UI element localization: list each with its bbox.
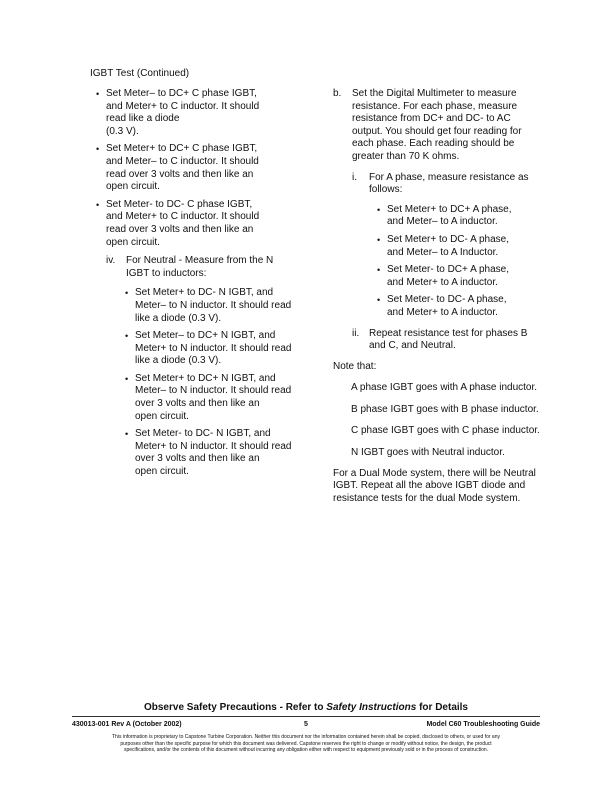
text-line: over 3 volts and then like an xyxy=(135,398,260,410)
list-item xyxy=(135,287,306,325)
text-line: over 3 volts and then like an xyxy=(135,453,260,465)
text-line: IGBT. Repeat all the above IGBT diode and xyxy=(333,480,526,492)
note-label: Note that: xyxy=(333,360,377,372)
text-line: and Meter+ to C inductor. It should xyxy=(106,100,260,112)
text-line: Set Meter+ to DC+ C phase IGBT, xyxy=(106,143,258,155)
text-line: and C, and Neutral. xyxy=(369,340,456,352)
list-item xyxy=(135,373,306,423)
text-line: Meter– to N inductor. It should read xyxy=(135,299,292,311)
note-line: B phase IGBT goes with B phase inductor. xyxy=(351,403,539,415)
text-line: like a diode (0.3 V). xyxy=(135,312,222,324)
text-line: Meter– to N inductor. It should read xyxy=(135,385,292,397)
text-line: Set Meter– to DC+ N IGBT, and xyxy=(135,330,276,342)
text-line: Meter+ to N inductor. It should read xyxy=(135,440,292,452)
text-line: IGBT to inductors: xyxy=(126,267,207,279)
list-item xyxy=(387,234,548,259)
right-column xyxy=(333,88,548,505)
step-number: ii. xyxy=(352,327,360,339)
safety-prefix: Observe Safety Precautions - Refer to xyxy=(143,702,327,713)
safety-suffix: for Details xyxy=(416,702,468,713)
step-number: iv. xyxy=(106,255,116,267)
list-item xyxy=(387,264,548,289)
text-line: and Meter– to C inductor. It should xyxy=(106,155,259,167)
step-text xyxy=(369,172,548,197)
neutral-bullet-list xyxy=(135,287,306,478)
text-line: Set Meter- to DC- C phase IGBT, xyxy=(106,198,253,210)
text-line: specifications, and/or the contents of this document without incurring any obligation either with respect to equipment previously sold or in the process of construction. xyxy=(123,747,489,753)
a-phase-bullet-list xyxy=(387,204,548,320)
text-line: For Neutral - Measure from the N xyxy=(126,255,274,267)
text-line: and Meter+ to C inductor. It should xyxy=(106,211,260,223)
text-line: follows: xyxy=(369,184,403,196)
step-iv-neutral xyxy=(106,255,306,479)
list-item xyxy=(135,428,306,478)
guide-title: Model C60 Troubleshooting Guide xyxy=(426,721,540,728)
text-line: Set the Digital Multimeter to measure xyxy=(352,88,517,99)
c-phase-bullet-list xyxy=(106,88,306,249)
text-line: resistance from DC+ and DC- to AC xyxy=(352,113,511,125)
footer-divider xyxy=(72,716,540,717)
step-text xyxy=(352,88,548,164)
text-line: read like a diode xyxy=(106,113,180,125)
text-line: For a Dual Mode system, there will be Neutral xyxy=(333,467,536,479)
step-number: i. xyxy=(352,171,357,183)
step-number: b. xyxy=(333,88,342,99)
text-line: resistance tests for the dual Mode system. xyxy=(333,492,521,504)
text-line: purposes other than the specific purpose for which this document was delivered. Capstone reserves the right to change or modify without notice, the design, the product xyxy=(120,740,492,747)
list-item xyxy=(106,143,306,193)
list-item xyxy=(387,204,548,229)
text-line: Set Meter- to DC- N IGBT, and xyxy=(135,428,271,440)
safety-notice xyxy=(0,702,612,714)
text-line: Set Meter- to DC+ A phase, xyxy=(387,264,510,276)
text-line: like a diode (0.3 V). xyxy=(135,355,222,367)
text-line: resistance. For each phase, measure xyxy=(352,100,518,112)
text-line: Set Meter- to DC- A phase, xyxy=(387,294,507,306)
text-line: Meter+ to N inductor. It should read xyxy=(135,342,292,354)
text-line: and Meter+ to A inductor. xyxy=(387,276,498,288)
dual-mode-paragraph xyxy=(333,468,548,506)
text-line: read over 3 volts and then like an xyxy=(106,168,254,180)
text-line: Repeat resistance test for phases B xyxy=(369,327,528,339)
list-item xyxy=(106,88,306,138)
text-line: This information is proprietary to Capstone Turbine Corporation. Neither this document nor the information contained herein shall be copied, disclosed to others, or used for any xyxy=(112,734,500,740)
text-line: Set Meter+ to DC- N IGBT, and xyxy=(135,287,274,299)
safety-instructions-ref: Safety Instructions xyxy=(326,702,417,713)
text-line: open circuit. xyxy=(106,181,160,193)
list-item xyxy=(106,199,306,249)
step-text xyxy=(126,255,306,280)
text-line: each phase. Each reading should be xyxy=(352,138,515,150)
left-column xyxy=(106,88,306,484)
text-line: Set Meter– to DC+ C phase IGBT, xyxy=(106,88,257,99)
text-line: and Meter– to A inductor. xyxy=(387,216,498,228)
step-b-resistance xyxy=(333,88,548,353)
text-line: output. You should get four reading for xyxy=(352,125,522,137)
list-item xyxy=(387,294,548,319)
note-line: C phase IGBT goes with C phase inductor. xyxy=(351,425,540,437)
text-line: Set Meter+ to DC- A phase, xyxy=(387,233,510,245)
step-text xyxy=(369,328,548,353)
note-line: N IGBT goes with Neutral inductor. xyxy=(351,447,505,459)
substep-ii-repeat xyxy=(352,328,548,353)
text-line: (0.3 V). xyxy=(106,125,139,137)
text-line: open circuit. xyxy=(106,236,160,248)
text-line: greater than 70 K ohms. xyxy=(352,150,460,162)
list-item xyxy=(135,330,306,368)
section-heading: IGBT Test (Continued) xyxy=(90,68,190,79)
text-line: read over 3 volts and then like an xyxy=(106,223,254,235)
text-line: For A phase, measure resistance as xyxy=(369,171,529,183)
text-line: open circuit. xyxy=(135,466,189,478)
text-line: and Meter+ to A inductor. xyxy=(387,306,498,318)
text-line: Set Meter+ to DC+ N IGBT, and xyxy=(135,372,276,384)
doc-number: 430013-001 Rev A (October 2002) xyxy=(72,721,182,728)
disclaimer xyxy=(72,734,540,754)
note-line: A phase IGBT goes with A phase inductor. xyxy=(351,382,538,394)
text-line: and Meter– to A Inductor. xyxy=(387,246,499,258)
substep-i-a-phase xyxy=(352,172,548,320)
page-number: 5 xyxy=(304,721,308,728)
text-line: Set Meter+ to DC+ A phase, xyxy=(387,203,512,215)
text-line: open circuit. xyxy=(135,410,189,422)
